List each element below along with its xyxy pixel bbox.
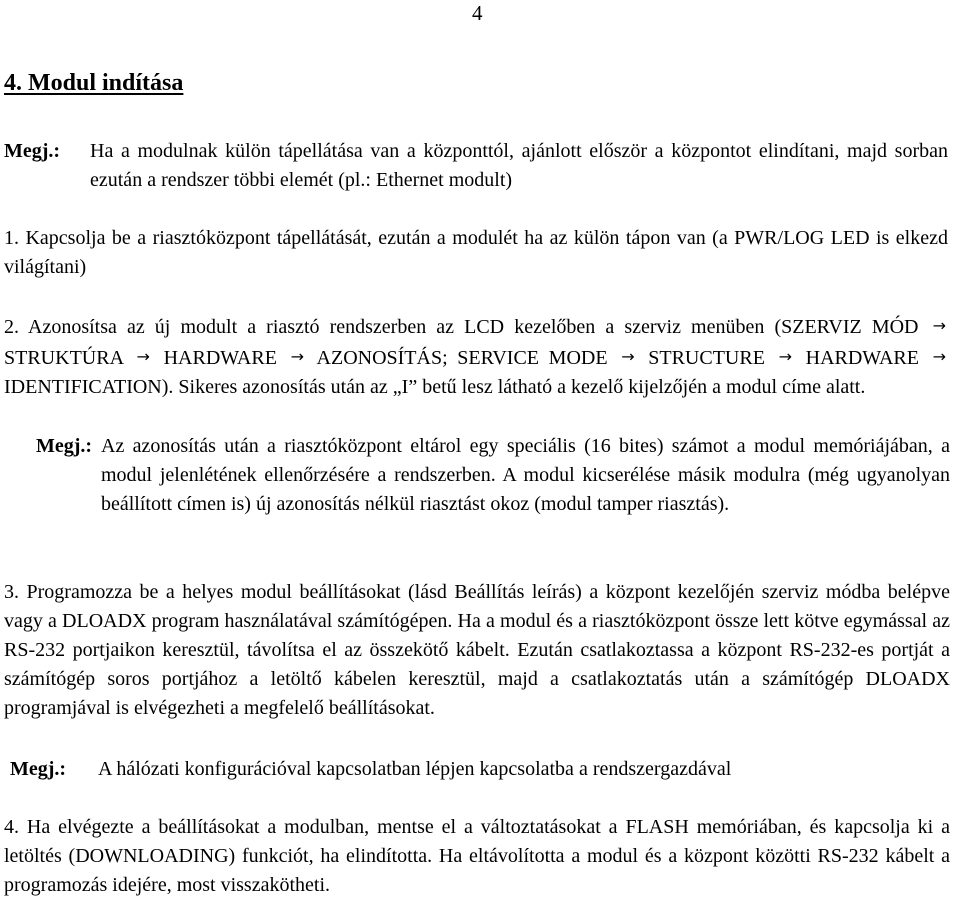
note-label: Megj.:: [36, 435, 93, 457]
list-item-text: Azonosítsa az új modult a riasztó rendszerben az LCD kezelőben a szerviz menüben (SZERVIZ MÓD: [28, 316, 919, 338]
list-item-number: 4.: [4, 816, 19, 838]
menu-path-step: HARDWARE: [163, 347, 277, 369]
list-item-2: [4, 311, 950, 402]
list-item-text: Programozza be a helyes modul beállításokat (lásd Beállítás leírás) a központ kezelőjén szerviz módba belépve vagy a DLOADX program használatával számítógépen. Ha a modul és a riasztóközpont össze lett kötve egymással az RS-232 portjaikon keresztül, távolítsa el az összekötő kábelt. Ezután csatlakoztassa a központ RS-232-es portját a számítógép soros portjához a letöltő kábelen keresztül, majd a csatlakoztatás után a számítógép DLOADX programjával is elvégezheti a megfelelő beállításokat.: [4, 581, 950, 719]
arrow-icon: →: [290, 347, 304, 366]
list-item-text: Ha elvégezte a beállításokat a modulban, mentse el a változtatásokat a FLASH memóriában, és kapcsolja ki a letöltés (DOWNLOADING) funkciót, ha elindította. Ha eltávolította a modul és a központ közötti RS-232 kábelt a programozás idejére, most visszakötheti.: [4, 816, 950, 896]
list-item-number: 1.: [4, 227, 19, 249]
list-item-text: Kapcsolja be a riasztóközpont tápellátását, ezután a modulét ha az külön tápon van (a PWR/LOG LED is elkezd világítani): [4, 227, 948, 278]
note-label: Megj.:: [4, 140, 61, 162]
list-item-number: 3.: [4, 581, 19, 603]
menu-path-step: STRUKTÚRA: [4, 347, 123, 369]
list-item-1: [4, 224, 948, 282]
arrow-icon: →: [932, 316, 946, 335]
note-1-text: Ha a modulnak külön tápellátása van a központtól, ajánlott először a központot elindítani, majd sorban ezután a rendszer többi elemét (pl.: Ethernet modult): [90, 140, 948, 191]
arrow-icon: →: [932, 347, 947, 366]
note-2-text: Az azonosítás után a riasztóközpont eltárol egy speciális (16 bites) számot a modul memóriájában, a modul jelenlétének ellenőrzésére a rendszerben. A modul kicserélése másik modulra (még ugyanolyan beállított címen is) új azonosítás nélkül riasztást okoz (modul tamper riasztás).: [101, 435, 950, 515]
list-item-text-tail: Sikeres azonosítás után az „I” betű lesz látható a kezelő kijelzőjén a modul címe alatt.: [178, 376, 866, 398]
list-item-number: 2.: [4, 316, 19, 338]
arrow-icon: →: [136, 347, 150, 366]
arrow-icon: →: [778, 347, 792, 366]
page-number: 4: [472, 1, 483, 25]
list-item-3: [4, 578, 950, 723]
note-label: Megj.:: [10, 758, 67, 780]
arrow-icon: →: [621, 347, 635, 366]
section-title: 4. Modul indítása: [4, 70, 184, 96]
menu-path-step: STRUCTURE: [648, 347, 765, 369]
menu-path-step: HARDWARE: [805, 347, 919, 369]
menu-path-step: IDENTIFICATION).: [4, 376, 174, 398]
note-3-text: A hálózati konfigurációval kapcsolatban lépjen kapcsolatba a rendszergazdával: [98, 758, 732, 780]
menu-path-step: AZONOSÍTÁS; SERVICE MODE: [316, 347, 608, 369]
list-item-4: [4, 813, 950, 900]
